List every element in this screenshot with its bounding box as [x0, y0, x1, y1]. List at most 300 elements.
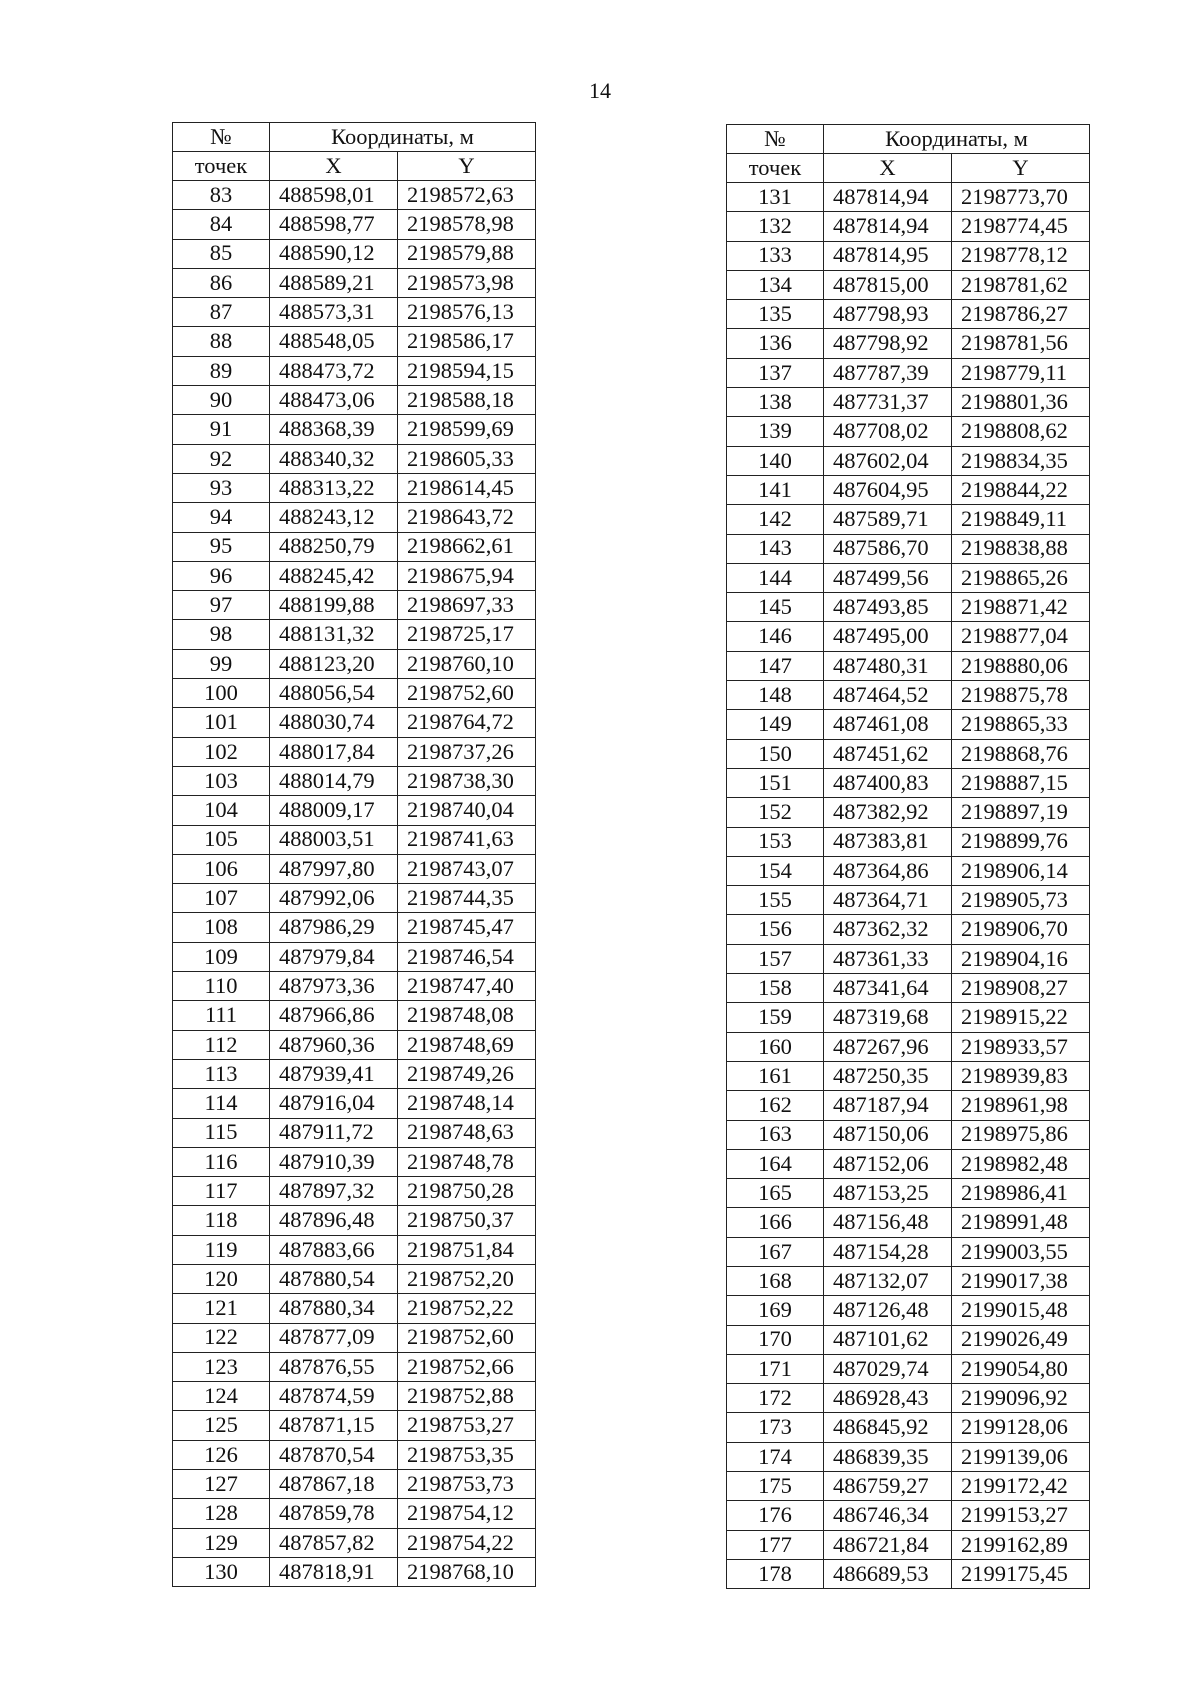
x-coordinate-cell: 487126,48	[824, 1296, 952, 1325]
y-coordinate-cell: 2198752,20	[398, 1264, 536, 1293]
point-number-cell: 142	[727, 505, 824, 534]
x-coordinate-cell: 486839,35	[824, 1442, 952, 1471]
x-coordinate-cell: 488009,17	[270, 796, 398, 825]
point-number-cell: 104	[173, 796, 270, 825]
point-number-cell: 167	[727, 1237, 824, 1266]
x-coordinate-cell: 487499,56	[824, 563, 952, 592]
table-row	[727, 183, 1090, 212]
point-number-cell: 136	[727, 329, 824, 358]
y-coordinate-cell: 2198753,73	[398, 1470, 536, 1499]
x-coordinate-cell: 487589,71	[824, 505, 952, 534]
x-coordinate-cell: 487361,33	[824, 944, 952, 973]
table-row	[173, 796, 536, 825]
y-coordinate-cell: 2199153,27	[952, 1501, 1090, 1530]
table-row	[173, 181, 536, 210]
table-row	[173, 239, 536, 268]
point-number-cell: 90	[173, 386, 270, 415]
y-coordinate-cell: 2199015,48	[952, 1296, 1090, 1325]
table-row	[727, 1354, 1090, 1383]
point-number-cell: 160	[727, 1032, 824, 1061]
y-coordinate-cell: 2198744,35	[398, 884, 536, 913]
table-row	[173, 1470, 536, 1499]
point-number-cell: 121	[173, 1294, 270, 1323]
y-coordinate-cell: 2198982,48	[952, 1149, 1090, 1178]
point-number-cell: 149	[727, 710, 824, 739]
x-coordinate-cell: 486721,84	[824, 1530, 952, 1559]
table-row	[173, 620, 536, 649]
y-coordinate-cell: 2198906,70	[952, 915, 1090, 944]
x-coordinate-cell: 487880,34	[270, 1294, 398, 1323]
point-number-cell: 86	[173, 268, 270, 297]
point-number-cell: 85	[173, 239, 270, 268]
point-number-cell: 137	[727, 358, 824, 387]
x-coordinate-cell: 488590,12	[270, 239, 398, 268]
x-coordinate-cell: 488598,01	[270, 181, 398, 210]
y-coordinate-cell: 2199003,55	[952, 1237, 1090, 1266]
point-number-cell: 138	[727, 388, 824, 417]
y-coordinate-cell: 2198737,26	[398, 737, 536, 766]
y-coordinate-cell: 2198986,41	[952, 1179, 1090, 1208]
y-coordinate-cell: 2198588,18	[398, 386, 536, 415]
y-coordinate-cell: 2198899,76	[952, 827, 1090, 856]
point-number-cell: 173	[727, 1413, 824, 1442]
table-row	[727, 534, 1090, 563]
table-row	[173, 942, 536, 971]
x-coordinate-cell: 487818,91	[270, 1557, 398, 1586]
x-coordinate-cell: 487871,15	[270, 1411, 398, 1440]
y-coordinate-cell: 2198748,14	[398, 1089, 536, 1118]
x-coordinate-cell: 487604,95	[824, 475, 952, 504]
table-row	[173, 1264, 536, 1293]
point-number-cell: 125	[173, 1411, 270, 1440]
page-number: 14	[589, 78, 611, 103]
point-number-cell: 93	[173, 473, 270, 502]
point-number-cell: 156	[727, 915, 824, 944]
y-coordinate-cell: 2199139,06	[952, 1442, 1090, 1471]
table-row	[173, 415, 536, 444]
y-coordinate-cell: 2198849,11	[952, 505, 1090, 534]
y-coordinate-cell: 2198743,07	[398, 854, 536, 883]
x-coordinate-cell: 487960,36	[270, 1030, 398, 1059]
point-number-cell: 113	[173, 1059, 270, 1088]
x-coordinate-cell: 487910,39	[270, 1147, 398, 1176]
x-coordinate-cell: 487880,54	[270, 1264, 398, 1293]
table-row	[173, 766, 536, 795]
point-number-cell: 128	[173, 1499, 270, 1528]
x-coordinate-cell: 487997,80	[270, 854, 398, 883]
table-row	[727, 1179, 1090, 1208]
x-coordinate-cell: 487480,31	[824, 651, 952, 680]
table-row	[727, 358, 1090, 387]
table-row	[727, 856, 1090, 885]
point-number-cell: 147	[727, 651, 824, 680]
table-row	[727, 505, 1090, 534]
y-coordinate-cell: 2198750,28	[398, 1177, 536, 1206]
table-row	[727, 593, 1090, 622]
y-coordinate-cell: 2198801,36	[952, 388, 1090, 417]
y-coordinate-cell: 2198808,62	[952, 417, 1090, 446]
table-row	[173, 649, 536, 678]
x-coordinate-cell: 487382,92	[824, 798, 952, 827]
y-coordinate-cell: 2198754,22	[398, 1528, 536, 1557]
x-coordinate-cell: 487250,35	[824, 1061, 952, 1090]
x-coordinate-cell: 487798,92	[824, 329, 952, 358]
x-coordinate-cell: 487966,86	[270, 1001, 398, 1030]
y-coordinate-cell: 2198865,26	[952, 563, 1090, 592]
y-coordinate-cell: 2198906,14	[952, 856, 1090, 885]
table-row	[727, 475, 1090, 504]
header-number: №	[727, 125, 824, 154]
table-row	[173, 1499, 536, 1528]
point-number-cell: 148	[727, 681, 824, 710]
table-row	[173, 356, 536, 385]
point-number-cell: 141	[727, 475, 824, 504]
table-row	[173, 884, 536, 913]
point-number-cell: 105	[173, 825, 270, 854]
table-row	[173, 1059, 536, 1088]
table-row	[173, 854, 536, 883]
y-coordinate-cell: 2198875,78	[952, 681, 1090, 710]
point-number-cell: 126	[173, 1440, 270, 1469]
y-coordinate-cell: 2198579,88	[398, 239, 536, 268]
table-row	[173, 503, 536, 532]
y-coordinate-cell: 2198844,22	[952, 475, 1090, 504]
point-number-cell: 134	[727, 270, 824, 299]
y-coordinate-cell: 2199096,92	[952, 1384, 1090, 1413]
x-coordinate-cell: 487973,36	[270, 972, 398, 1001]
y-coordinate-cell: 2198933,57	[952, 1032, 1090, 1061]
x-coordinate-cell: 487364,86	[824, 856, 952, 885]
y-coordinate-cell: 2198675,94	[398, 561, 536, 590]
x-coordinate-cell: 487187,94	[824, 1091, 952, 1120]
table-row	[173, 679, 536, 708]
point-number-cell: 152	[727, 798, 824, 827]
table-row	[173, 1030, 536, 1059]
table-row	[173, 591, 536, 620]
table-row	[173, 532, 536, 561]
table-row	[727, 768, 1090, 797]
y-coordinate-cell: 2198738,30	[398, 766, 536, 795]
y-coordinate-cell: 2198748,63	[398, 1118, 536, 1147]
x-coordinate-cell: 487870,54	[270, 1440, 398, 1469]
table-row	[173, 1118, 536, 1147]
x-coordinate-cell: 487986,29	[270, 913, 398, 942]
y-coordinate-cell: 2198975,86	[952, 1120, 1090, 1149]
point-number-cell: 168	[727, 1266, 824, 1295]
x-coordinate-cell: 487897,32	[270, 1177, 398, 1206]
y-coordinate-cell: 2198939,83	[952, 1061, 1090, 1090]
y-coordinate-cell: 2198605,33	[398, 444, 536, 473]
x-coordinate-cell: 487495,00	[824, 622, 952, 651]
y-coordinate-cell: 2198573,98	[398, 268, 536, 297]
table-row	[727, 622, 1090, 651]
point-number-cell: 159	[727, 1003, 824, 1032]
point-number-cell: 135	[727, 300, 824, 329]
table-row	[727, 1413, 1090, 1442]
x-coordinate-cell: 487815,00	[824, 270, 952, 299]
table-row	[173, 1147, 536, 1176]
x-coordinate-cell: 488473,72	[270, 356, 398, 385]
point-number-cell: 122	[173, 1323, 270, 1352]
x-coordinate-cell: 487319,68	[824, 1003, 952, 1032]
x-coordinate-cell: 487602,04	[824, 446, 952, 475]
table-row	[727, 1061, 1090, 1090]
x-coordinate-cell: 487896,48	[270, 1206, 398, 1235]
point-number-cell: 171	[727, 1354, 824, 1383]
y-coordinate-cell: 2198768,10	[398, 1557, 536, 1586]
x-coordinate-cell: 487814,94	[824, 183, 952, 212]
point-number-cell: 129	[173, 1528, 270, 1557]
point-number-cell: 107	[173, 884, 270, 913]
point-number-cell: 117	[173, 1177, 270, 1206]
table-row	[727, 241, 1090, 270]
point-number-cell: 131	[727, 183, 824, 212]
x-coordinate-cell: 488598,77	[270, 210, 398, 239]
point-number-cell: 139	[727, 417, 824, 446]
y-coordinate-cell: 2198915,22	[952, 1003, 1090, 1032]
x-coordinate-cell: 488030,74	[270, 708, 398, 737]
x-coordinate-cell: 487867,18	[270, 1470, 398, 1499]
y-coordinate-cell: 2198662,61	[398, 532, 536, 561]
point-number-cell: 153	[727, 827, 824, 856]
x-coordinate-cell: 487814,95	[824, 241, 952, 270]
table-row	[727, 1325, 1090, 1354]
table-row	[173, 1235, 536, 1264]
table-row	[173, 1528, 536, 1557]
y-coordinate-cell: 2198750,37	[398, 1206, 536, 1235]
table-row	[173, 1206, 536, 1235]
table-row	[173, 561, 536, 590]
table-row	[173, 825, 536, 854]
y-coordinate-cell: 2198643,72	[398, 503, 536, 532]
table-row	[727, 944, 1090, 973]
table-row	[727, 1237, 1090, 1266]
y-coordinate-cell: 2198572,63	[398, 181, 536, 210]
y-coordinate-cell: 2198880,06	[952, 651, 1090, 680]
point-number-cell: 110	[173, 972, 270, 1001]
point-number-cell: 118	[173, 1206, 270, 1235]
table-body	[727, 183, 1090, 1589]
y-coordinate-cell: 2198908,27	[952, 974, 1090, 1003]
x-coordinate-cell: 488243,12	[270, 503, 398, 532]
table-row	[173, 1557, 536, 1586]
point-number-cell: 83	[173, 181, 270, 210]
x-coordinate-cell: 487979,84	[270, 942, 398, 971]
point-number-cell: 95	[173, 532, 270, 561]
y-coordinate-cell: 2198752,60	[398, 1323, 536, 1352]
x-coordinate-cell: 487992,06	[270, 884, 398, 913]
y-coordinate-cell: 2198753,35	[398, 1440, 536, 1469]
y-coordinate-cell: 2198725,17	[398, 620, 536, 649]
table-row	[727, 710, 1090, 739]
x-coordinate-cell: 487798,93	[824, 300, 952, 329]
y-coordinate-cell: 2198594,15	[398, 356, 536, 385]
table-row	[727, 827, 1090, 856]
table-row	[727, 1296, 1090, 1325]
table-row	[173, 1382, 536, 1411]
point-number-cell: 163	[727, 1120, 824, 1149]
y-coordinate-cell: 2198834,35	[952, 446, 1090, 475]
table-row	[173, 1001, 536, 1030]
x-coordinate-cell: 487916,04	[270, 1089, 398, 1118]
y-coordinate-cell: 2198877,04	[952, 622, 1090, 651]
point-number-cell: 87	[173, 298, 270, 327]
y-coordinate-cell: 2198748,69	[398, 1030, 536, 1059]
x-coordinate-cell: 487451,62	[824, 739, 952, 768]
y-coordinate-cell: 2198868,76	[952, 739, 1090, 768]
x-coordinate-cell: 487787,39	[824, 358, 952, 387]
y-coordinate-cell: 2198865,33	[952, 710, 1090, 739]
table-row	[173, 298, 536, 327]
point-number-cell: 124	[173, 1382, 270, 1411]
point-number-cell: 119	[173, 1235, 270, 1264]
y-coordinate-cell: 2198779,11	[952, 358, 1090, 387]
x-coordinate-cell: 488245,42	[270, 561, 398, 590]
point-number-cell: 174	[727, 1442, 824, 1471]
point-number-cell: 91	[173, 415, 270, 444]
table-row	[727, 300, 1090, 329]
x-coordinate-cell: 487493,85	[824, 593, 952, 622]
table-row	[173, 972, 536, 1001]
header-coordinates: Координаты, м	[824, 125, 1090, 154]
x-coordinate-cell: 487911,72	[270, 1118, 398, 1147]
x-coordinate-cell: 487267,96	[824, 1032, 952, 1061]
y-coordinate-cell: 2198746,54	[398, 942, 536, 971]
point-number-cell: 116	[173, 1147, 270, 1176]
header-x: X	[270, 152, 398, 181]
x-coordinate-cell: 486746,34	[824, 1501, 952, 1530]
x-coordinate-cell: 487939,41	[270, 1059, 398, 1088]
point-number-cell: 155	[727, 886, 824, 915]
y-coordinate-cell: 2198774,45	[952, 212, 1090, 241]
point-number-cell: 89	[173, 356, 270, 385]
y-coordinate-cell: 2198887,15	[952, 768, 1090, 797]
point-number-cell: 158	[727, 974, 824, 1003]
point-number-cell: 166	[727, 1208, 824, 1237]
y-coordinate-cell: 2198749,26	[398, 1059, 536, 1088]
point-number-cell: 133	[727, 241, 824, 270]
y-coordinate-cell: 2198905,73	[952, 886, 1090, 915]
y-coordinate-cell: 2199128,06	[952, 1413, 1090, 1442]
table-row	[173, 327, 536, 356]
header-points: точек	[173, 152, 270, 181]
point-number-cell: 102	[173, 737, 270, 766]
x-coordinate-cell: 486689,53	[824, 1559, 952, 1588]
header-coordinates: Координаты, м	[270, 123, 536, 152]
x-coordinate-cell: 487152,06	[824, 1149, 952, 1178]
x-coordinate-cell: 487461,08	[824, 710, 952, 739]
x-coordinate-cell: 487154,28	[824, 1237, 952, 1266]
table-row	[727, 681, 1090, 710]
x-coordinate-cell: 488313,22	[270, 473, 398, 502]
table-row	[727, 388, 1090, 417]
table-row	[727, 1120, 1090, 1149]
x-coordinate-cell: 487383,81	[824, 827, 952, 856]
x-coordinate-cell: 486928,43	[824, 1384, 952, 1413]
table-row	[727, 1149, 1090, 1178]
x-coordinate-cell: 488548,05	[270, 327, 398, 356]
x-coordinate-cell: 486845,92	[824, 1413, 952, 1442]
y-coordinate-cell: 2198752,88	[398, 1382, 536, 1411]
point-number-cell: 150	[727, 739, 824, 768]
table-row	[727, 446, 1090, 475]
x-coordinate-cell: 488573,31	[270, 298, 398, 327]
table-row	[173, 473, 536, 502]
point-number-cell: 114	[173, 1089, 270, 1118]
x-coordinate-cell: 487859,78	[270, 1499, 398, 1528]
y-coordinate-cell: 2198614,45	[398, 473, 536, 502]
table-row	[727, 651, 1090, 680]
point-number-cell: 92	[173, 444, 270, 473]
y-coordinate-cell: 2198747,40	[398, 972, 536, 1001]
table-row	[173, 1411, 536, 1440]
x-coordinate-cell: 487101,62	[824, 1325, 952, 1354]
x-coordinate-cell: 488123,20	[270, 649, 398, 678]
x-coordinate-cell: 488017,84	[270, 737, 398, 766]
x-coordinate-cell: 488014,79	[270, 766, 398, 795]
x-coordinate-cell: 488473,06	[270, 386, 398, 415]
table-row	[173, 1352, 536, 1381]
x-coordinate-cell: 487708,02	[824, 417, 952, 446]
y-coordinate-cell: 2199054,80	[952, 1354, 1090, 1383]
point-number-cell: 161	[727, 1061, 824, 1090]
point-number-cell: 151	[727, 768, 824, 797]
point-number-cell: 120	[173, 1264, 270, 1293]
y-coordinate-cell: 2199017,38	[952, 1266, 1090, 1295]
table-row	[173, 1177, 536, 1206]
x-coordinate-cell: 487883,66	[270, 1235, 398, 1264]
y-coordinate-cell: 2198838,88	[952, 534, 1090, 563]
table-row	[727, 270, 1090, 299]
table-row	[727, 739, 1090, 768]
y-coordinate-cell: 2198753,27	[398, 1411, 536, 1440]
point-number-cell: 123	[173, 1352, 270, 1381]
x-coordinate-cell: 487156,48	[824, 1208, 952, 1237]
y-coordinate-cell: 2198786,27	[952, 300, 1090, 329]
x-coordinate-cell: 487364,71	[824, 886, 952, 915]
header-number: №	[173, 123, 270, 152]
header-y: Y	[398, 152, 536, 181]
point-number-cell: 115	[173, 1118, 270, 1147]
header-y: Y	[952, 154, 1090, 183]
y-coordinate-cell: 2199172,42	[952, 1472, 1090, 1501]
point-number-cell: 143	[727, 534, 824, 563]
table-row	[727, 417, 1090, 446]
y-coordinate-cell: 2198752,22	[398, 1294, 536, 1323]
x-coordinate-cell: 487029,74	[824, 1354, 952, 1383]
table-row	[173, 210, 536, 239]
y-coordinate-cell: 2198871,42	[952, 593, 1090, 622]
x-coordinate-cell: 487341,64	[824, 974, 952, 1003]
point-number-cell: 99	[173, 649, 270, 678]
header-x: X	[824, 154, 952, 183]
y-coordinate-cell: 2198897,19	[952, 798, 1090, 827]
table-row	[727, 563, 1090, 592]
y-coordinate-cell: 2198748,08	[398, 1001, 536, 1030]
point-number-cell: 98	[173, 620, 270, 649]
point-number-cell: 103	[173, 766, 270, 795]
point-number-cell: 146	[727, 622, 824, 651]
x-coordinate-cell: 487586,70	[824, 534, 952, 563]
point-number-cell: 165	[727, 1179, 824, 1208]
table-row	[727, 915, 1090, 944]
point-number-cell: 178	[727, 1559, 824, 1588]
table-row	[173, 1440, 536, 1469]
table-row	[173, 1089, 536, 1118]
point-number-cell: 169	[727, 1296, 824, 1325]
y-coordinate-cell: 2198778,12	[952, 241, 1090, 270]
point-number-cell: 112	[173, 1030, 270, 1059]
